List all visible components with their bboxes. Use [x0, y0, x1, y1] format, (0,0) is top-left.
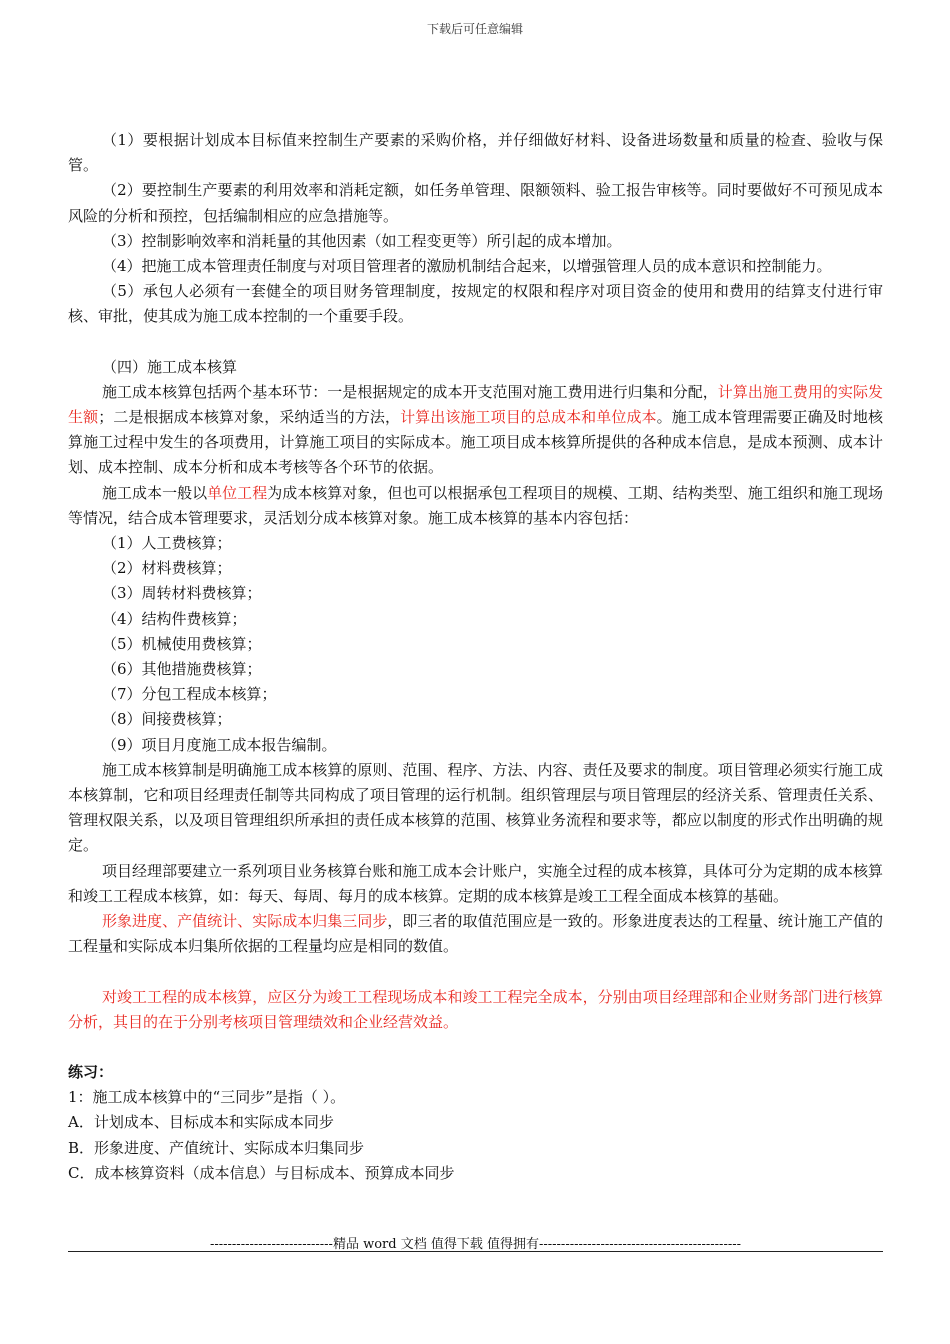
highlight-text: 计算出该施工项目的总成本和单位成本 — [400, 408, 657, 427]
paragraph-accounting-steps — [68, 380, 883, 481]
list-item: （2）材料费核算； — [102, 559, 232, 578]
document-body — [68, 128, 883, 1186]
control-item: （5）承包人必须有一套健全的项目财务管理制度，按规定的权限和程序对项目资金的使用和费用的结算支付进行审核、审批，使其成为施工成本控制的一个重要手段。 — [68, 282, 883, 326]
text-run: ；二是根据成本核算对象，采纳适当的方法， — [98, 408, 401, 427]
text-run: ，即三者的取值范围应是一致的。形象进度表达的工程量、统计施工产值的工程量和实际成本归集所依据的工程量均应是相同的数值。 — [68, 912, 883, 956]
text-run: 施工成本核算包括两个基本环节：一是根据规定的成本开支范围对施工费用进行归集和分配， — [102, 382, 718, 401]
highlight-text: 单位工程 — [207, 483, 268, 502]
paragraph-accounting-system: 施工成本核算制是明确施工成本核算的原则、范围、程序、方法、内容、责任及要求的制度。项目管理必须实行施工成本核算制，它和项目经理责任制等共同构成了项目管理的运行机制。组织管理层与项目管理层的经济关系、管理责任关系、管理权限关系，以及项目管理组织所承担的责任成本核算的范围、核算业务流程和要求等，都应以制度的形式作出明确的规定。 — [68, 760, 883, 855]
exercise-title: 练习： — [68, 1062, 114, 1081]
page-header: 下载后可任意编辑 — [426, 22, 523, 36]
spacer — [68, 960, 883, 985]
highlight-text: 形象进度、产值统计、实际成本归集三同步 — [102, 912, 388, 931]
section-title: （四）施工成本核算 — [102, 357, 238, 376]
control-item: （3）控制影响效率和消耗量的其他因素（如工程变更等）所引起的成本增加。 — [102, 231, 622, 250]
text-run: 。施工成本管理需要正确及时地核算施工过程中发生的各项费用，计算施工项目的实际成本。施工项目成本核算所提供的各种成本信息，是成本预测、成本计划、成本控制、成本分析和成本考核等各个环节的依据。 — [68, 408, 883, 477]
exercise-option: B．形象进度、产值统计、实际成本归集同步 — [68, 1138, 365, 1157]
text-run: 施工成本一般以 — [102, 483, 208, 502]
control-item: （4）把施工成本管理责任制度与对项目管理者的激励机制结合起来，以增强管理人员的成本意识和控制能力。 — [102, 257, 832, 276]
exercise-option: A．计划成本、目标成本和实际成本同步 — [68, 1113, 334, 1132]
paragraph-completed-project: 对竣工工程的成本核算，应区分为竣工工程现场成本和竣工工程完全成本，分别由项目经理部和企业财务部门进行核算分析，其目的在于分别考核项目管理绩效和企业经营效益。 — [68, 987, 883, 1031]
list-item: （9）项目月度施工成本报告编制。 — [102, 735, 337, 754]
list-item: （8）间接费核算； — [102, 710, 232, 729]
paragraph-accounting-object — [68, 481, 883, 531]
page-footer: ----------------------------精品 word 文档 值得下载 值得拥有---------------------------------------------- — [209, 1237, 742, 1252]
highlight-text: 计算出施工费用的实际发生额 — [68, 382, 883, 427]
control-item: （2）要控制生产要素的利用效率和消耗定额，如任务单管理、限额领料、验工报告审核等。同时要做好不可预见成本风险的分析和预控，包括编制相应的应急措施等。 — [68, 181, 883, 225]
list-item: （3）周转材料费核算； — [102, 584, 262, 603]
list-item: （1）人工费核算； — [102, 534, 232, 553]
exercise-option: C．成本核算资料（成本信息）与目标成本、预算成本同步 — [68, 1163, 455, 1182]
list-item: （6）其他措施费核算； — [102, 660, 262, 679]
list-item: （7）分包工程成本核算； — [102, 685, 277, 704]
exercise-question: 1：施工成本核算中的“三同步”是指（ ）。 — [68, 1088, 346, 1107]
text-run: 为成本核算对象，但也可以根据承包工程项目的规模、工期、结构类型、施工组织和施工现场等情况，结合成本管理要求，灵活划分成本核算对象。施工成本核算的基本内容包括： — [68, 483, 883, 527]
paragraph-three-sync — [68, 909, 883, 959]
spacer — [68, 330, 883, 355]
list-item: （4）结构件费核算； — [102, 609, 247, 628]
footer-divider — [68, 1251, 883, 1252]
list-item: （5）机械使用费核算； — [102, 634, 262, 653]
control-item: （1）要根据计划成本目标值来控制生产要素的采购价格，并仔细做好材料、设备进场数量和质量的检查、验收与保管。 — [68, 131, 883, 175]
paragraph-project-department: 项目经理部要建立一系列项目业务核算台账和施工成本会计账户，实施全过程的成本核算，具体可分为定期的成本核算和竣工工程成本核算，如：每天、每周、每月的成本核算。定期的成本核算是竣工工程全面成本核算的基础。 — [68, 861, 883, 905]
spacer — [68, 1035, 883, 1060]
